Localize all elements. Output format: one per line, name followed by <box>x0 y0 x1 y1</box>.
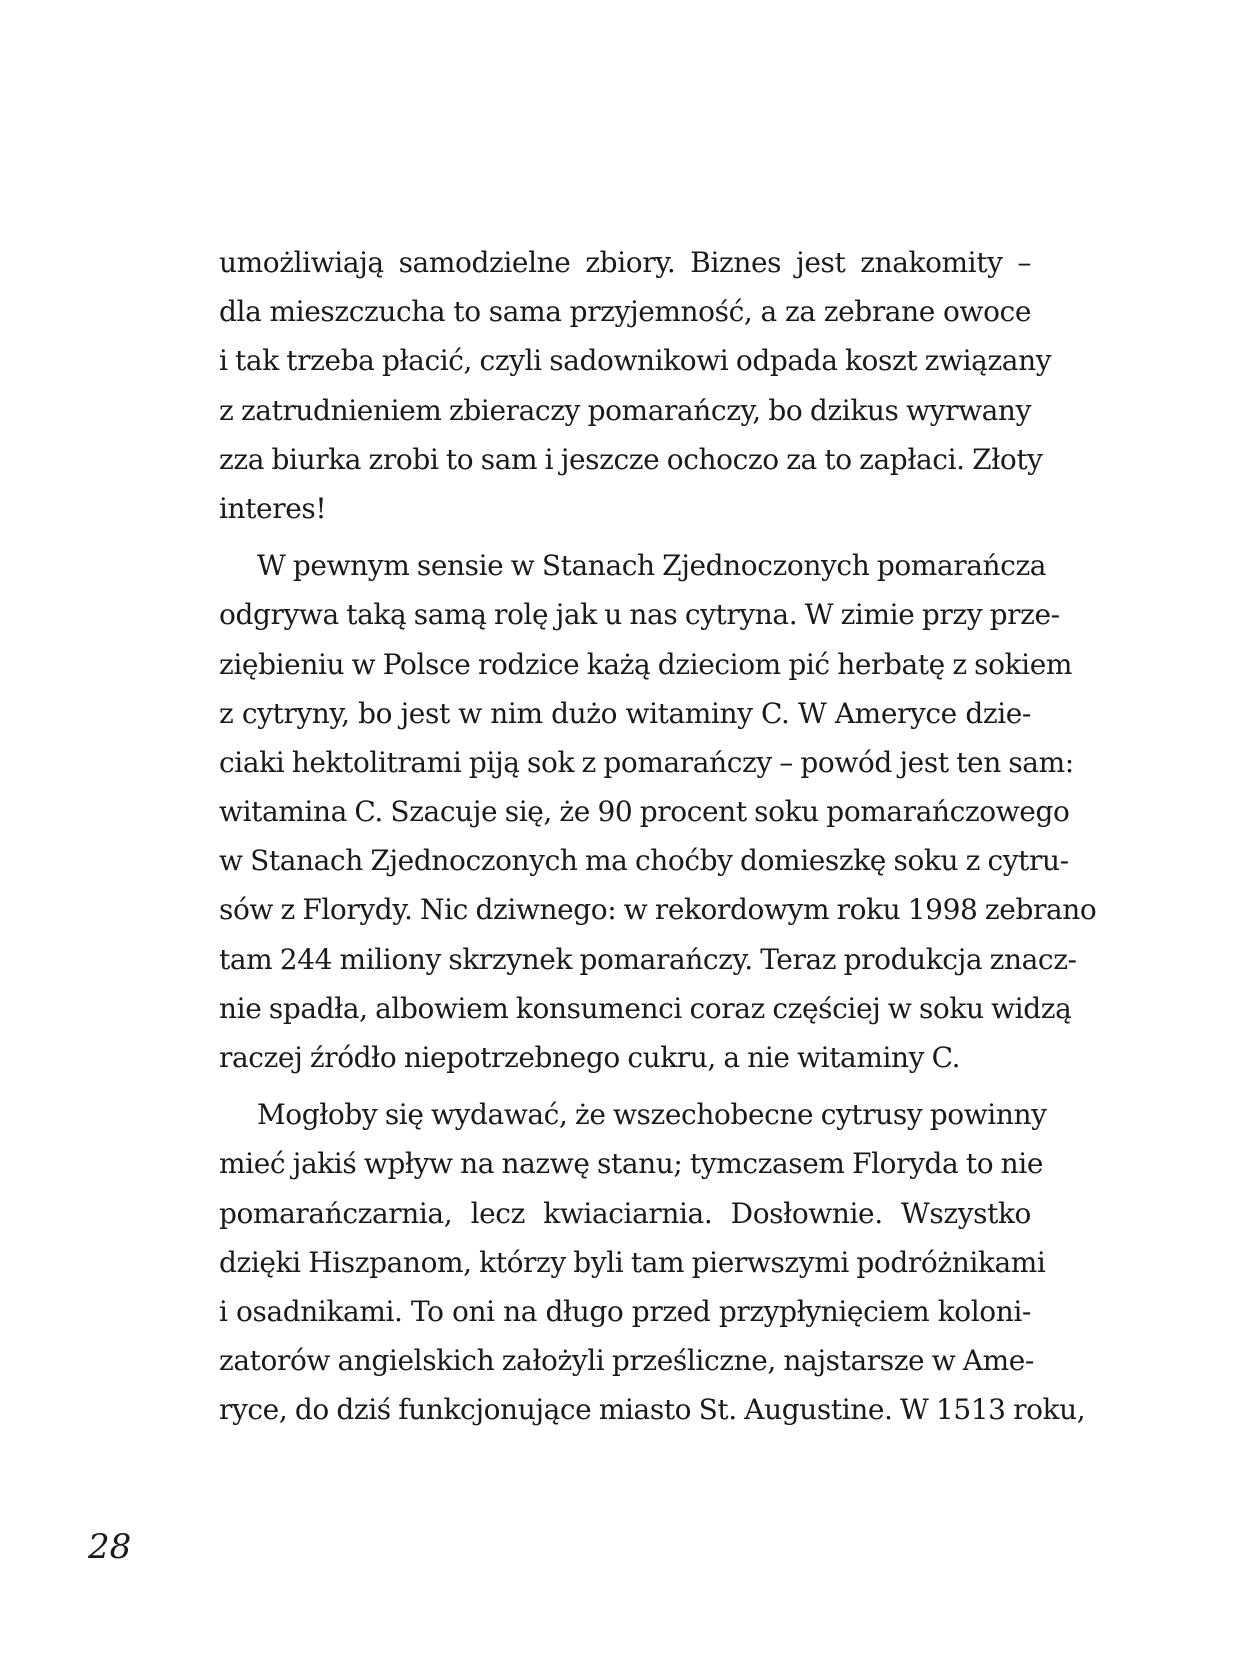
text-line: Mogłoby się wydawać, że wszechobecne cytrusy powinny <box>257 1098 1047 1132</box>
text-line: z zatrudnieniem zbieraczy pomarańczy, bo dzikus wyrwany <box>219 393 1031 427</box>
text-line: mieć jakiś wpływ na nazwę stanu; tymczasem Floryda to nie <box>219 1147 1044 1181</box>
text-line: sów z Florydy. Nic dziwnego: w rekordowym roku 1998 zebrano <box>219 893 1097 927</box>
text-line: ryce, do dziś funkcjonujące miasto St. Augustine. W 1513 roku, <box>219 1393 1086 1427</box>
text-line: dzięki Hiszpanom, którzy byli tam pierwszymi podróżnikami <box>219 1245 1046 1279</box>
text-line: nie spadła, albowiem konsumenci coraz częściej w soku widzą <box>219 991 1072 1025</box>
text-line: witamina C. Szacuje się, że 90 procent soku pomarańczowego <box>219 795 1070 829</box>
page-number: 28 <box>88 1527 132 1567</box>
text-line: umożliwiają samodzielne zbiory. Biznes jest znakomity – <box>219 246 1031 279</box>
text-line: pomarańczarnia, lecz kwiaciarnia. Dosłownie. Wszystko <box>219 1196 1031 1230</box>
paragraph-3 <box>219 1090 1086 1434</box>
text-line: zza biurka zrobi to sam i jeszcze ochoczo za to zapłaci. Złoty <box>219 442 1043 476</box>
text-line: ciaki hektolitrami piją sok z pomarańczy – powód jest ten sam: <box>219 745 1074 779</box>
text-line: dla mieszczucha to sama przyjemność, a za zebrane owoce <box>219 295 1031 329</box>
text-line: odgrywa taką samą rolę jak u nas cytryna. W zimie przy prze- <box>219 598 1060 632</box>
text-line: i osadnikami. To oni na długo przed przypłynięciem koloni- <box>219 1294 1031 1328</box>
paragraph-2 <box>219 541 1097 1082</box>
text-line: interes! <box>219 491 327 525</box>
text-line: i tak trzeba płacić, czyli sadownikowi odpada koszt związany <box>219 344 1052 378</box>
text-line: W pewnym sensie w Stanach Zjednoczonych pomarańcza <box>257 549 1047 583</box>
text-line: tam 244 miliony skrzynek pomarańczy. Teraz produkcja znacz- <box>219 942 1077 976</box>
text-line: w Stanach Zjednoczonych ma choćby domieszkę soku z cytru- <box>219 844 1069 878</box>
text-line: z cytryny, bo jest w nim dużo witaminy C. W Ameryce dzie- <box>219 696 1031 730</box>
body-text <box>219 238 1097 1435</box>
text-line: raczej źródło niepotrzebnego cukru, a nie witaminy C. <box>219 1041 961 1074</box>
text-line: zatorów angielskich założyli prześliczne, najstarsze w Ame- <box>219 1344 1034 1378</box>
text-line: ziębieniu w Polsce rodzice każą dzieciom pić herbatę z sokiem <box>219 647 1073 681</box>
paragraph-1 <box>219 238 1052 533</box>
